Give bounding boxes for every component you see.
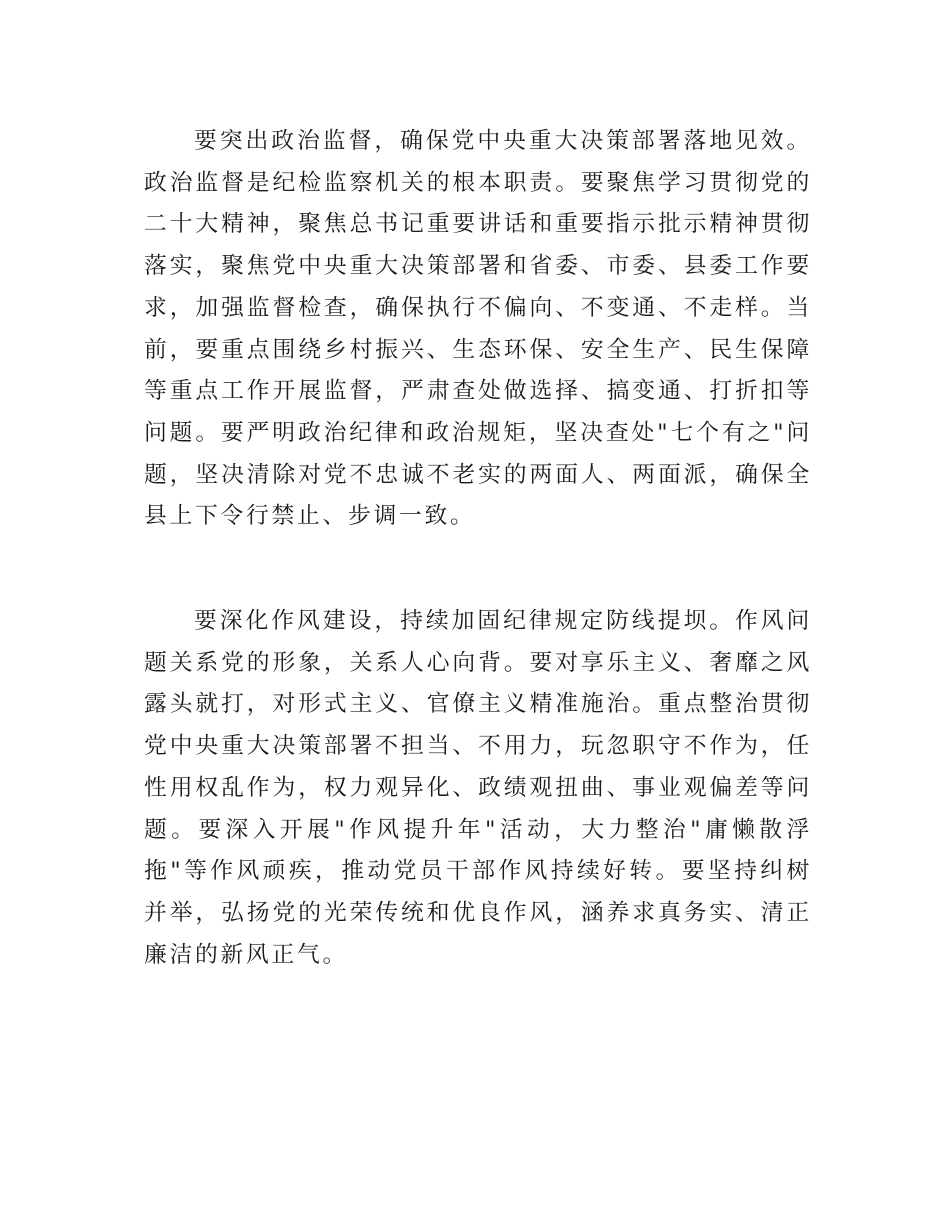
paragraph-political-supervision: 要突出政治监督，确保党中央重大决策部署落地见效。政治监督是纪检监察机关的根本职责。要聚焦学习贯彻党的二十大精神，聚焦总书记重要讲话和重要指示批示精神贯彻落实，聚焦党中央重大决策部署和省委、市委、县委工作要求，加强监督检查，确保执行不偏向、不变通、不走样。当前，要重点围绕乡村振兴、生态环保、安全生产、民生保障等重点工作开展监督，严肃查处做选择、搞变通、打折扣等问题。要严明政治纪律和政治规矩，坚决查处"七个有之"问题，坚决清除对党不忠诚不老实的两面人、两面派，确保全县上下令行禁止、步调一致。: [144, 128, 812, 530]
paragraph-work-style: 要深化作风建设，持续加固纪律规定防线提坝。作风问题关系党的形象，关系人心向背。要对享乐主义、奢靡之风露头就打，对形式主义、官僚主义精准施治。重点整治贯彻党中央重大决策部署不担当、不用力，玩忽职守不作为，任性用权乱作为，权力观异化、政绩观扭曲、事业观偏差等问题。要深入开展"作风提升年"活动，大力整治"庸懒散浮拖"等作风顽疾，推动党员干部作风持续好转。要坚持纠树并举，弘扬党的光荣传统和优良作风，涵养求真务实、清正廉洁的新风正气。: [144, 608, 812, 968]
